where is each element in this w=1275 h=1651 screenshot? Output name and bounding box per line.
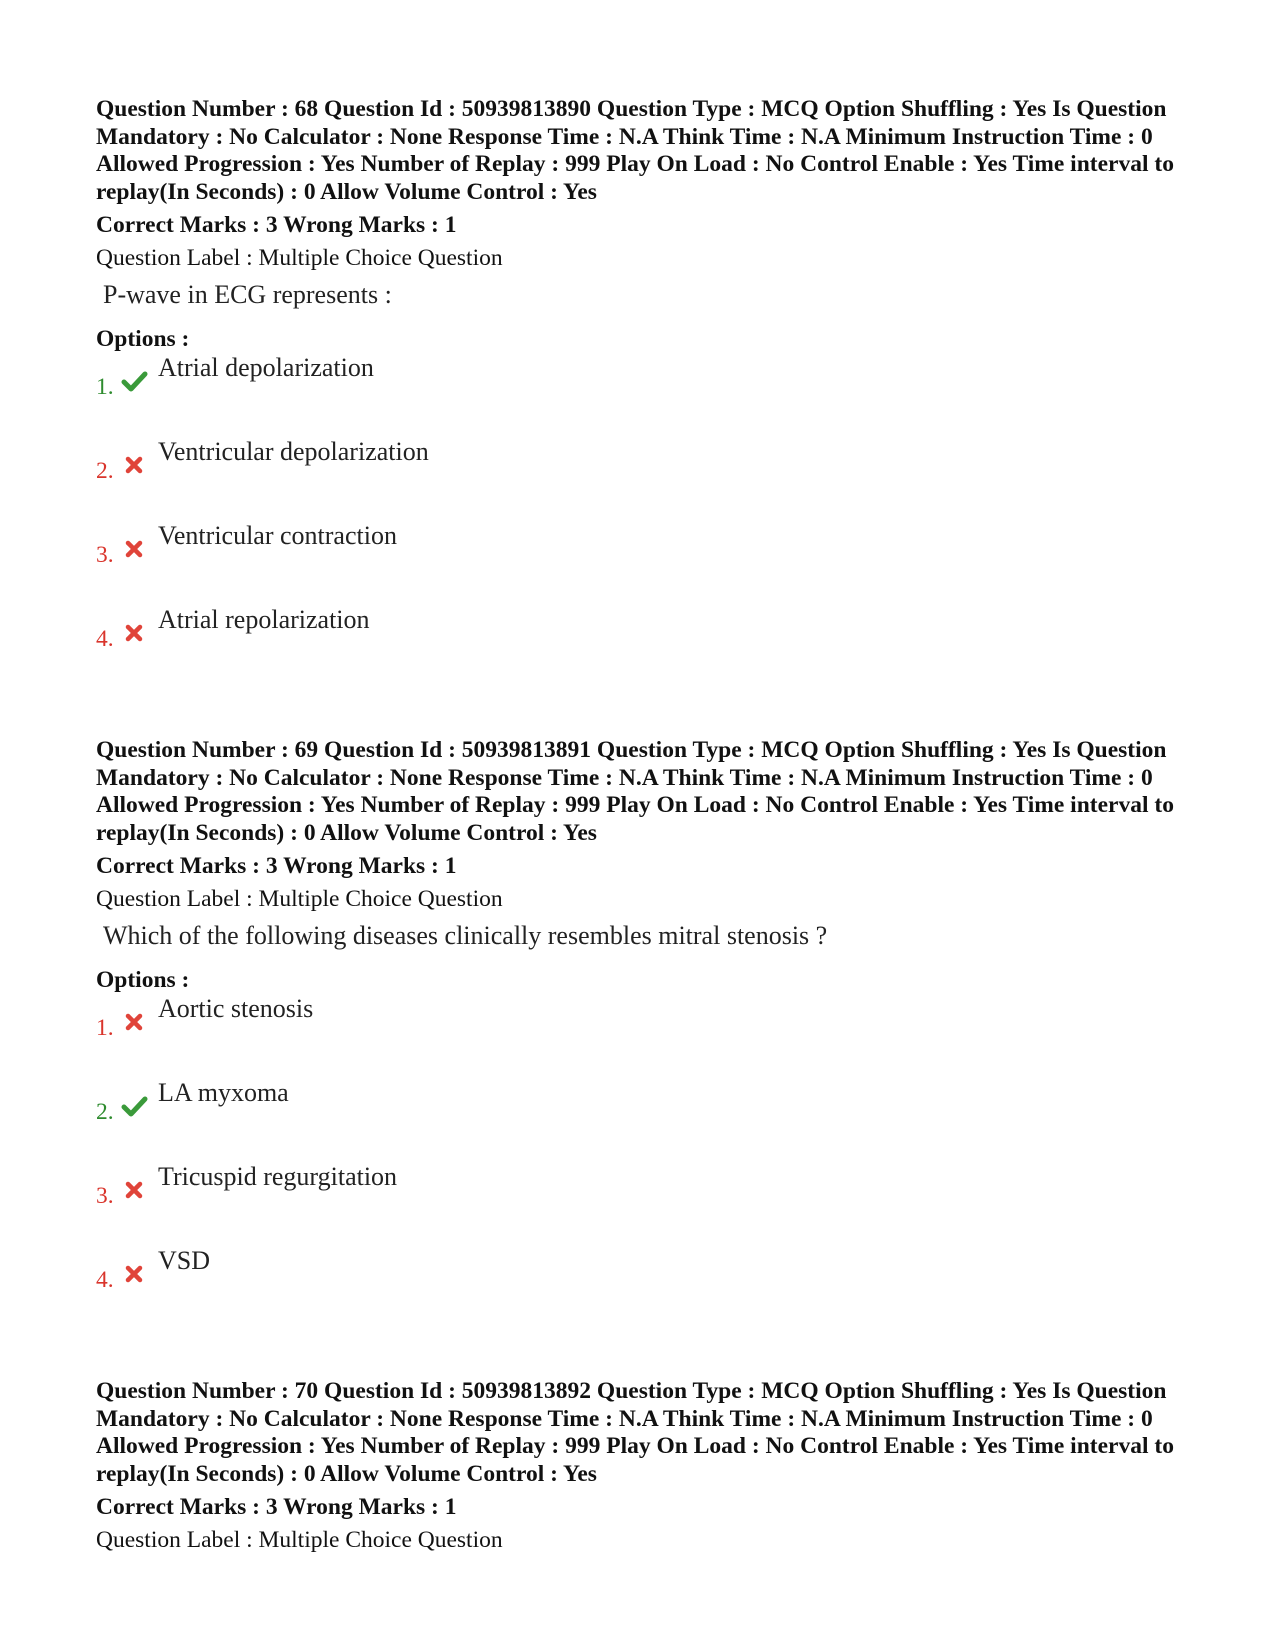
option-number: 3. — [96, 542, 114, 568]
option-2 — [96, 1078, 1186, 1162]
option-text: Aortic stenosis — [158, 994, 314, 1023]
cross-icon — [120, 1008, 148, 1036]
question-label: Question Label : Multiple Choice Question — [96, 1527, 503, 1553]
option-text: Atrial repolarization — [158, 605, 370, 634]
option-text: Atrial depolarization — [158, 353, 374, 382]
cross-icon — [120, 451, 148, 479]
option-text: LA myxoma — [158, 1078, 289, 1107]
cross-icon — [120, 535, 148, 563]
question-marks: Correct Marks : 3 Wrong Marks : 1 — [96, 212, 457, 238]
question-text: Which of the following diseases clinically resembles mitral stenosis ? — [103, 921, 828, 950]
option-number: 2. — [96, 1099, 114, 1125]
option-number: 4. — [96, 626, 114, 652]
cross-icon — [120, 619, 148, 647]
options-title: Options : — [96, 967, 190, 993]
question-69 — [96, 737, 1186, 1330]
cross-icon — [120, 1176, 148, 1204]
question-marks: Correct Marks : 3 Wrong Marks : 1 — [96, 853, 457, 879]
option-1 — [96, 994, 1186, 1078]
cross-icon — [120, 1260, 148, 1288]
option-4 — [96, 1246, 1186, 1330]
check-icon — [120, 367, 148, 395]
option-number: 4. — [96, 1267, 114, 1293]
options-list — [96, 994, 1186, 1330]
option-number: 2. — [96, 458, 114, 484]
question-paper — [96, 96, 1186, 1554]
options-title: Options : — [96, 326, 190, 352]
option-2 — [96, 437, 1186, 521]
option-4 — [96, 605, 1186, 689]
question-label: Question Label : Multiple Choice Question — [96, 886, 503, 912]
question-meta: Question Number : 68 Question Id : 50939813890 Question Type : MCQ Option Shuffling : Yes Is Question Mandatory : No Calculator : None Response Time : N.A Think Time : N.A Minimum Instruction Time : 0 Allowed Progression : Yes Number of Replay : 999 Play On Load : No Control Enable : Yes Time interval to replay(In Seconds) : 0 Allow Volume Control : Yes — [96, 96, 1174, 205]
option-text: VSD — [158, 1246, 211, 1275]
question-text: P-wave in ECG represents : — [103, 280, 392, 309]
check-icon — [120, 1092, 148, 1120]
option-text: Ventricular depolarization — [158, 437, 429, 466]
option-number: 3. — [96, 1183, 114, 1209]
option-1 — [96, 353, 1186, 437]
option-text: Tricuspid regurgitation — [158, 1162, 398, 1191]
question-meta: Question Number : 70 Question Id : 50939813892 Question Type : MCQ Option Shuffling : Yes Is Question Mandatory : No Calculator : None Response Time : N.A Think Time : N.A Minimum Instruction Time : 0 Allowed Progression : Yes Number of Replay : 999 Play On Load : No Control Enable : Yes Time interval to replay(In Seconds) : 0 Allow Volume Control : Yes — [96, 1378, 1174, 1487]
option-3 — [96, 1162, 1186, 1246]
question-meta: Question Number : 69 Question Id : 50939813891 Question Type : MCQ Option Shuffling : Yes Is Question Mandatory : No Calculator : None Response Time : N.A Think Time : N.A Minimum Instruction Time : 0 Allowed Progression : Yes Number of Replay : 999 Play On Load : No Control Enable : Yes Time interval to replay(In Seconds) : 0 Allow Volume Control : Yes — [96, 737, 1174, 846]
question-label: Question Label : Multiple Choice Question — [96, 245, 503, 271]
option-text: Ventricular contraction — [158, 521, 397, 550]
question-70 — [96, 1378, 1186, 1554]
question-marks: Correct Marks : 3 Wrong Marks : 1 — [96, 1494, 457, 1520]
option-number: 1. — [96, 374, 114, 400]
options-list — [96, 353, 1186, 689]
option-number: 1. — [96, 1015, 114, 1041]
question-68 — [96, 96, 1186, 689]
option-3 — [96, 521, 1186, 605]
